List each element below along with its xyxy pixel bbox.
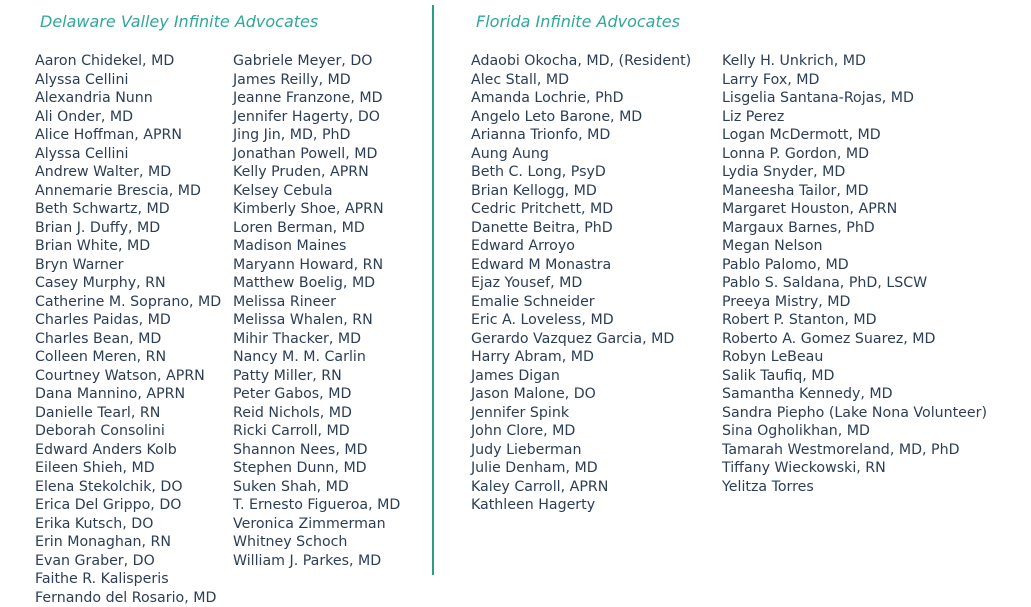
list-item: Yelitza Torres: [722, 478, 987, 497]
list-item: Charles Paidas, MD: [35, 311, 221, 330]
name-list-delaware-col1: [35, 52, 221, 607]
list-item: Angelo Leto Barone, MD: [471, 108, 691, 127]
list-item: Tiffany Wieckowski, RN: [722, 459, 987, 478]
list-item: Margaux Barnes, PhD: [722, 219, 987, 238]
list-item: Suken Shah, MD: [233, 478, 400, 497]
list-item: Ejaz Yousef, MD: [471, 274, 691, 293]
list-item: Matthew Boelig, MD: [233, 274, 400, 293]
list-item: Andrew Walter, MD: [35, 163, 221, 182]
list-item: Erika Kutsch, DO: [35, 515, 221, 534]
list-item: Samantha Kennedy, MD: [722, 385, 987, 404]
list-item: Pablo Palomo, MD: [722, 256, 987, 275]
list-item: Brian J. Duffy, MD: [35, 219, 221, 238]
list-item: William J. Parkes, MD: [233, 552, 400, 571]
list-item: Maryann Howard, RN: [233, 256, 400, 275]
list-item: Melissa Rineer: [233, 293, 400, 312]
list-item: Ali Onder, MD: [35, 108, 221, 127]
list-item: Margaret Houston, APRN: [722, 200, 987, 219]
list-item: T. Ernesto Figueroa, MD: [233, 496, 400, 515]
list-item: Gerardo Vazquez Garcia, MD: [471, 330, 691, 349]
list-item: Adaobi Okocha, MD, (Resident): [471, 52, 691, 71]
list-item: Nancy M. M. Carlin: [233, 348, 400, 367]
list-item: John Clore, MD: [471, 422, 691, 441]
list-item: Alec Stall, MD: [471, 71, 691, 90]
list-item: Fernando del Rosario, MD: [35, 589, 221, 607]
list-item: Whitney Schoch: [233, 533, 400, 552]
list-item: Eileen Shieh, MD: [35, 459, 221, 478]
list-item: Alexandria Nunn: [35, 89, 221, 108]
list-item: Madison Maines: [233, 237, 400, 256]
list-item: Evan Graber, DO: [35, 552, 221, 571]
list-item: Kimberly Shoe, APRN: [233, 200, 400, 219]
list-item: James Digan: [471, 367, 691, 386]
list-item: Elena Stekolchik, DO: [35, 478, 221, 497]
list-item: Deborah Consolini: [35, 422, 221, 441]
list-item: Mihir Thacker, MD: [233, 330, 400, 349]
list-item: Harry Abram, MD: [471, 348, 691, 367]
list-item: Eric A. Loveless, MD: [471, 311, 691, 330]
list-item: Larry Fox, MD: [722, 71, 987, 90]
name-list-delaware-col2: [233, 52, 400, 570]
list-item: Brian White, MD: [35, 237, 221, 256]
list-item: James Reilly, MD: [233, 71, 400, 90]
list-item: Kathleen Hagerty: [471, 496, 691, 515]
list-item: Shannon Nees, MD: [233, 441, 400, 460]
list-item: Salik Taufiq, MD: [722, 367, 987, 386]
list-item: Patty Miller, RN: [233, 367, 400, 386]
list-item: Veronica Zimmerman: [233, 515, 400, 534]
list-item: Amanda Lochrie, PhD: [471, 89, 691, 108]
list-item: Beth Schwartz, MD: [35, 200, 221, 219]
list-item: Maneesha Tailor, MD: [722, 182, 987, 201]
list-item: Aaron Chidekel, MD: [35, 52, 221, 71]
list-item: Robert P. Stanton, MD: [722, 311, 987, 330]
list-item: Ricki Carroll, MD: [233, 422, 400, 441]
list-item: Faithe R. Kalisperis: [35, 570, 221, 589]
section-title-delaware: Delaware Valley Infinite Advocates: [40, 12, 318, 31]
list-item: Alyssa Cellini: [35, 71, 221, 90]
list-item: Emalie Schneider: [471, 293, 691, 312]
list-item: Colleen Meren, RN: [35, 348, 221, 367]
list-item: Beth C. Long, PsyD: [471, 163, 691, 182]
list-item: Edward Anders Kolb: [35, 441, 221, 460]
list-item: Bryn Warner: [35, 256, 221, 275]
list-item: Danette Beitra, PhD: [471, 219, 691, 238]
list-item: Brian Kellogg, MD: [471, 182, 691, 201]
list-item: Alice Hoffman, APRN: [35, 126, 221, 145]
list-item: Gabriele Meyer, DO: [233, 52, 400, 71]
list-item: Jennifer Spink: [471, 404, 691, 423]
list-item: Sina Ogholikhan, MD: [722, 422, 987, 441]
list-item: Lonna P. Gordon, MD: [722, 145, 987, 164]
list-item: Aung Aung: [471, 145, 691, 164]
list-item: Edward M Monastra: [471, 256, 691, 275]
list-item: Catherine M. Soprano, MD: [35, 293, 221, 312]
list-item: Sandra Piepho (Lake Nona Volunteer): [722, 404, 987, 423]
list-item: Kelly H. Unkrich, MD: [722, 52, 987, 71]
list-item: Preeya Mistry, MD: [722, 293, 987, 312]
list-item: Logan McDermott, MD: [722, 126, 987, 145]
name-list-florida-col1: [471, 52, 691, 515]
list-item: Annemarie Brescia, MD: [35, 182, 221, 201]
list-item: Lisgelia Santana-Rojas, MD: [722, 89, 987, 108]
list-item: Casey Murphy, RN: [35, 274, 221, 293]
list-item: Jing Jin, MD, PhD: [233, 126, 400, 145]
section-title-florida: Florida Infinite Advocates: [476, 12, 680, 31]
list-item: Erica Del Grippo, DO: [35, 496, 221, 515]
list-item: Alyssa Cellini: [35, 145, 221, 164]
list-item: Megan Nelson: [722, 237, 987, 256]
list-item: Kelly Pruden, APRN: [233, 163, 400, 182]
list-item: Cedric Pritchett, MD: [471, 200, 691, 219]
list-item: Pablo S. Saldana, PhD, LSCW: [722, 274, 987, 293]
list-item: Jeanne Franzone, MD: [233, 89, 400, 108]
list-item: Julie Denham, MD: [471, 459, 691, 478]
name-list-florida-col2: [722, 52, 987, 496]
list-item: Stephen Dunn, MD: [233, 459, 400, 478]
section-divider: [432, 5, 434, 575]
list-item: Reid Nichols, MD: [233, 404, 400, 423]
list-item: Kelsey Cebula: [233, 182, 400, 201]
list-item: Tamarah Westmoreland, MD, PhD: [722, 441, 987, 460]
list-item: Arianna Trionfo, MD: [471, 126, 691, 145]
list-item: Liz Perez: [722, 108, 987, 127]
list-item: Erin Monaghan, RN: [35, 533, 221, 552]
list-item: Robyn LeBeau: [722, 348, 987, 367]
list-item: Judy Lieberman: [471, 441, 691, 460]
list-item: Jason Malone, DO: [471, 385, 691, 404]
list-item: Courtney Watson, APRN: [35, 367, 221, 386]
list-item: Loren Berman, MD: [233, 219, 400, 238]
list-item: Charles Bean, MD: [35, 330, 221, 349]
list-item: Peter Gabos, MD: [233, 385, 400, 404]
list-item: Melissa Whalen, RN: [233, 311, 400, 330]
list-item: Lydia Snyder, MD: [722, 163, 987, 182]
list-item: Kaley Carroll, APRN: [471, 478, 691, 497]
list-item: Edward Arroyo: [471, 237, 691, 256]
list-item: Danielle Tearl, RN: [35, 404, 221, 423]
list-item: Jennifer Hagerty, DO: [233, 108, 400, 127]
list-item: Roberto A. Gomez Suarez, MD: [722, 330, 987, 349]
list-item: Jonathan Powell, MD: [233, 145, 400, 164]
list-item: Dana Mannino, APRN: [35, 385, 221, 404]
